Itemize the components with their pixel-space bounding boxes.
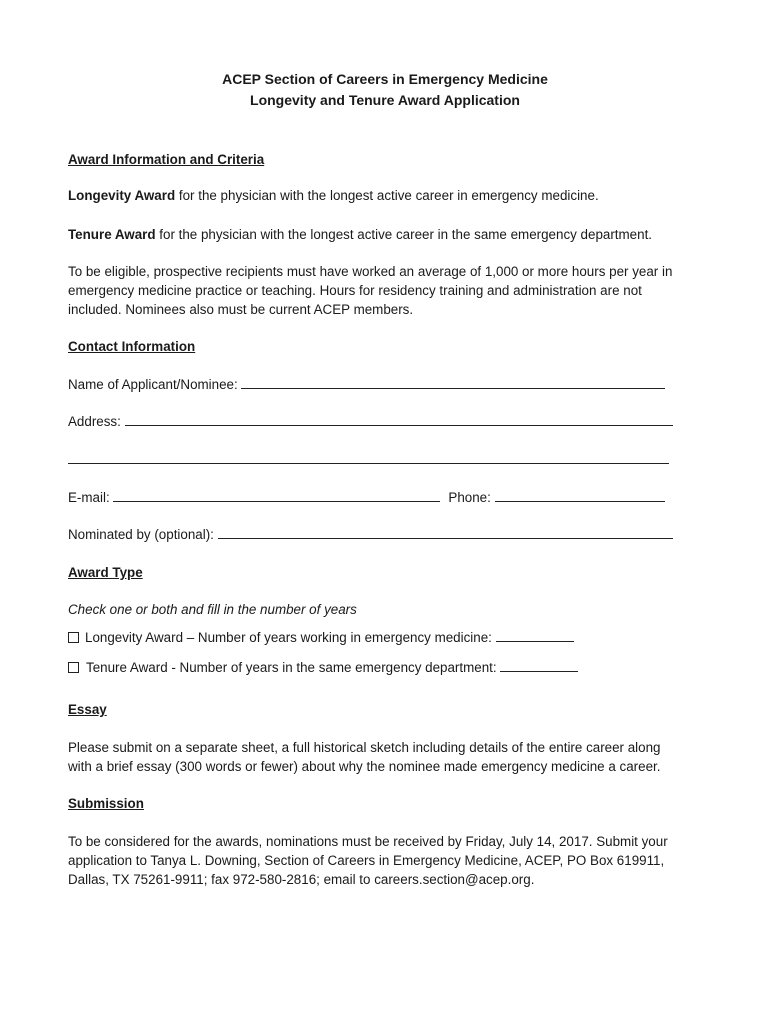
phone-field[interactable] (495, 489, 665, 502)
address-line-2-field[interactable] (68, 451, 669, 464)
phone-label: Phone: (448, 490, 495, 505)
email-phone-row (68, 488, 665, 507)
contact-info-heading: Contact Information (68, 339, 196, 354)
submission-heading: Submission (68, 796, 144, 811)
eligibility-line-3: included. Nominees also must be current ACEP members. (68, 302, 414, 317)
tenure-option-label: Tenure Award - Number of years in the same emergency department: (86, 660, 501, 675)
award-info-heading: Award Information and Criteria (68, 152, 265, 167)
eligibility-line-2: emergency medicine practice or teaching. Hours for residency training and administration are not (68, 283, 642, 298)
longevity-award-text: for the physician with the longest active career in emergency medicine. (175, 188, 599, 203)
nominated-by-row (68, 525, 673, 544)
name-field[interactable] (241, 376, 665, 389)
email-field[interactable] (113, 489, 440, 502)
document-title: ACEP Section of Careers in Emergency Medicine (222, 71, 548, 87)
tenure-award-label: Tenure Award (68, 227, 156, 242)
nominated-by-field[interactable] (218, 526, 673, 539)
tenure-years-field[interactable] (500, 659, 578, 672)
longevity-years-field[interactable] (496, 629, 574, 642)
tenure-option-row (68, 658, 578, 677)
longevity-option-row (68, 628, 574, 647)
email-label: E-mail: (68, 490, 114, 505)
address-label: Address: (68, 414, 125, 429)
submission-line-3: Dallas, TX 75261-9911; fax 972-580-2816; email to careers.section@acep.org. (68, 872, 535, 887)
nominated-by-label: Nominated by (optional): (68, 527, 218, 542)
tenure-award-description (68, 225, 652, 244)
name-row (68, 375, 665, 394)
essay-line-2: with a brief essay (300 words or fewer) about why the nominee made emergency medicine a career. (68, 759, 661, 774)
essay-heading: Essay (68, 702, 107, 717)
award-type-instruction: Check one or both and fill in the number of years (68, 602, 357, 617)
submission-line-2: application to Tanya L. Downing, Section of Careers in Emergency Medicine, ACEP, PO Box 619911, (68, 853, 665, 868)
longevity-award-label: Longevity Award (68, 188, 176, 203)
address-line-2-row (68, 450, 669, 469)
longevity-checkbox[interactable] (68, 632, 79, 643)
address-field[interactable] (125, 413, 673, 426)
tenure-award-text: for the physician with the longest active career in the same emergency department. (155, 227, 653, 242)
longevity-option-label: Longevity Award – Number of years working in emergency medicine: (85, 630, 496, 645)
longevity-award-description (68, 186, 599, 205)
eligibility-line-1: To be eligible, prospective recipients must have worked an average of 1,000 or more hours per year in (68, 264, 673, 279)
name-label: Name of Applicant/Nominee: (68, 377, 242, 392)
tenure-checkbox[interactable] (68, 662, 79, 673)
address-row (68, 412, 673, 431)
submission-line-1: To be considered for the awards, nominations must be received by Friday, July 14, 2017. Submit your (68, 834, 668, 849)
award-type-heading: Award Type (68, 565, 143, 580)
essay-line-1: Please submit on a separate sheet, a full historical sketch including details of the entire career along (68, 740, 661, 755)
document-subtitle: Longevity and Tenure Award Application (250, 92, 520, 108)
